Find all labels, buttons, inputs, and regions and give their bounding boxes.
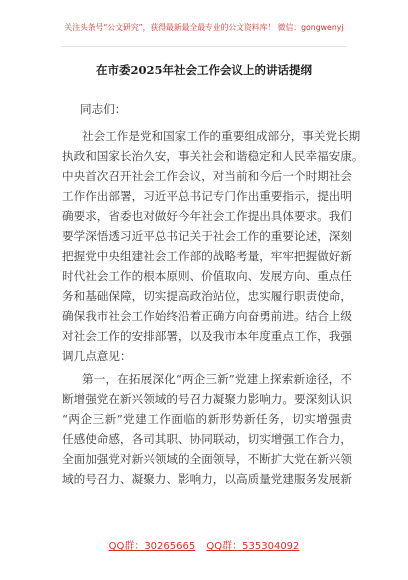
text-line: 全面加强党对新兴领域的全面领导，不断扩大党在新兴领: [62, 452, 352, 466]
document-title: 在市委2025年社会工作会议上的讲话提纲: [95, 63, 312, 77]
text-line: 务和基础保障，切实提高政治站位，忠实履行职责使命，: [62, 289, 352, 303]
text-line: “两企三新”党建工作面临的新形势新任务，切实增强责: [62, 412, 352, 426]
text-line: 域的号召力、凝聚力、影响力，以高质量党建服务发展新: [62, 472, 352, 486]
footer: [0, 537, 408, 552]
text-line: 第一，在拓展深化“两企三新”党建上探索新途径，不: [82, 372, 352, 386]
text-line: 要学深悟透习近平总书记关于社会工作的重要论述，深刻: [62, 229, 352, 243]
greeting: 同志们：: [80, 102, 127, 116]
qq-group-2[interactable]: QQ群：535304092: [206, 541, 300, 552]
text-line: 中央首次召开社会工作会议，对当前和今后一个时期社会: [62, 169, 352, 183]
qq-group-1[interactable]: QQ群：30265665: [108, 541, 196, 552]
paragraph-1: [62, 126, 364, 366]
text-line: 把握党中央组建社会工作部的战略考量，牢牢把握做好新: [62, 249, 352, 263]
text-line: 对社会工作的安排部署，以及我市本年度重点工作，我强: [62, 329, 352, 343]
text-line: 工作作出部署，习近平总书记专门作出重要指示，提出明: [62, 189, 352, 203]
top-banner: 关注头条号“公文研究”，获得最新最全最专业的公文资料库！ 微信：gongwenyj: [64, 23, 344, 32]
text-line: 调几点意见：: [62, 349, 132, 363]
text-line: 社会工作是党和国家工作的重要组成部分，事关党长期: [82, 129, 361, 143]
text-line: 任感使命感，各司其职、协同联动，切实增强工作合力，: [62, 432, 352, 446]
paragraph-2: [62, 369, 352, 489]
header-divider: [62, 46, 346, 47]
text-line: 确要求，省委也对做好今年社会工作提出具体要求。我们: [62, 209, 352, 223]
text-line: 断增强党在新兴领域的号召力凝聚力影响力。要深刻认识: [62, 392, 352, 406]
text-line: 时代社会工作的根本原则、价值取向、发展方向、重点任: [62, 269, 352, 283]
text-line: 执政和国家长治久安，事关社会和谐稳定和人民幸福安康。: [62, 149, 364, 163]
text-line: 确保我市社会工作始终沿着正确方向奋勇前进。结合上级: [62, 309, 352, 323]
